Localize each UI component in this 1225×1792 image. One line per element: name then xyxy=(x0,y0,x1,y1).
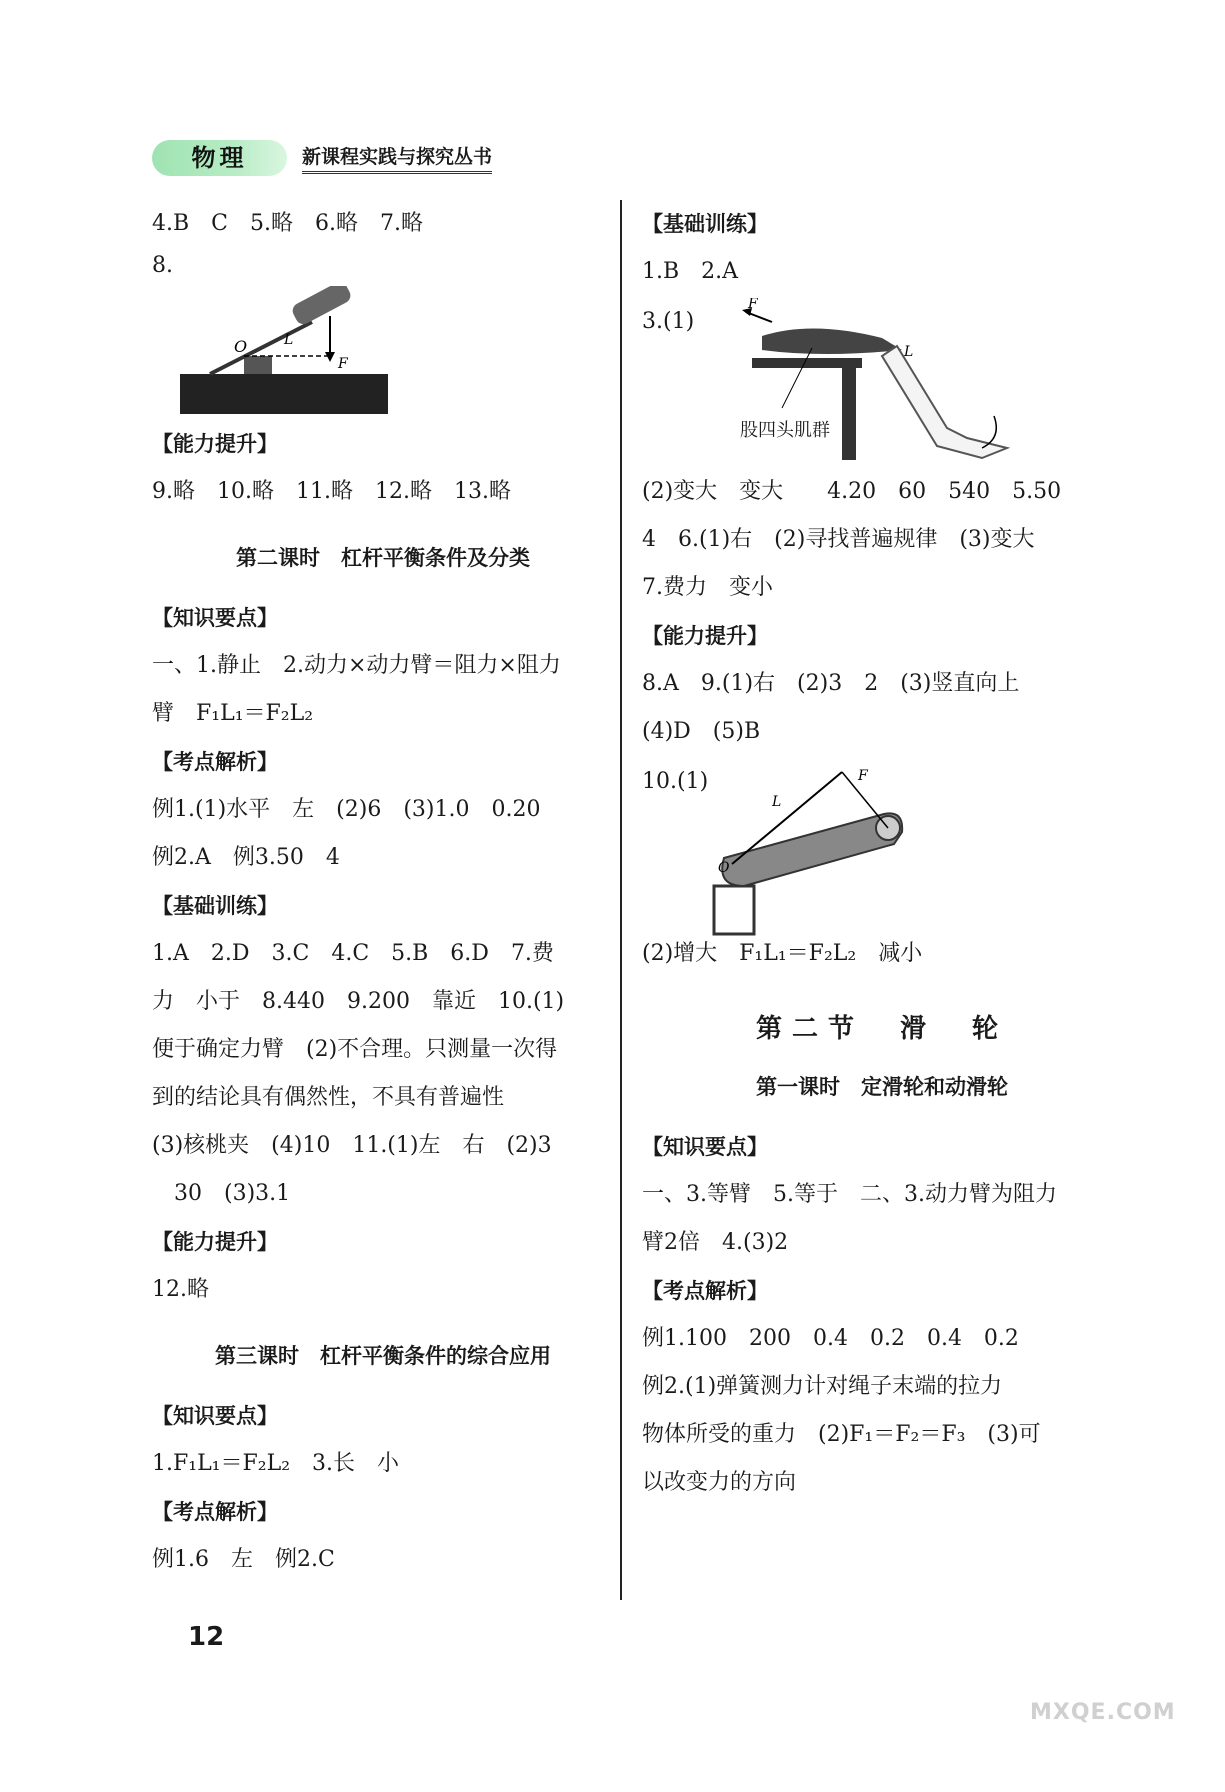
subject-badge: 物理 xyxy=(152,140,287,176)
lever-arm-diagram xyxy=(704,766,934,936)
answer-line: 臂 F₁L₁＝F₂L₂ xyxy=(152,701,314,726)
arm-label: L xyxy=(284,332,294,348)
bench-leg xyxy=(842,368,856,460)
page-number: 12 xyxy=(188,1622,225,1652)
answer-line: 4.B C 5.略 6.略 7.略 xyxy=(152,211,423,236)
answer-line: 以改变力的方向 xyxy=(642,1470,797,1495)
answer-line: (3)核桃夹 (4)10 11.(1)左 右 (2)3 xyxy=(152,1133,552,1158)
answer-line: 例1.100 200 0.4 0.2 0.4 0.2 xyxy=(642,1326,1019,1351)
hand xyxy=(290,286,353,327)
force-label: F xyxy=(858,768,868,784)
pivot-label: O xyxy=(718,860,730,876)
heading-zhishi: 【知识要点】 xyxy=(642,1135,768,1159)
answer-line: 12.略 xyxy=(152,1277,209,1302)
lesson-title: 第二课时 杠杆平衡条件及分类 xyxy=(236,546,530,570)
left-column xyxy=(152,200,614,1584)
column-divider xyxy=(620,200,622,1600)
thigh xyxy=(762,328,902,354)
answer-line: (2)变大 变大 4.20 60 540 5.50 xyxy=(642,479,1062,504)
heading-jichu: 【基础训练】 xyxy=(642,212,768,236)
lower-leg xyxy=(882,346,1007,458)
figure-caption: 股四头肌群 xyxy=(740,420,830,441)
answer-line: (4)D (5)B xyxy=(642,719,761,744)
answer-line: 8. xyxy=(152,253,173,278)
heading-kaodian: 【考点解析】 xyxy=(152,750,278,774)
pivot-label: O xyxy=(234,337,248,356)
answer-line: 臂2倍 4.(3)2 xyxy=(642,1230,789,1255)
stool xyxy=(714,886,754,934)
section-title: 第二节 滑 轮 xyxy=(755,1014,1008,1044)
force-label: F xyxy=(748,298,758,312)
caption-leader xyxy=(782,348,812,408)
answer-line: 9.略 10.略 11.略 12.略 13.略 xyxy=(152,479,511,504)
lesson-title: 第三课时 杠杆平衡条件的综合应用 xyxy=(215,1344,551,1368)
answer-line: (2)增大 F₁L₁＝F₂L₂ 减小 xyxy=(642,941,923,966)
answer-line: 30 (3)3.1 xyxy=(174,1181,291,1206)
answer-line: 例2.(1)弹簧测力计对绳子末端的拉力 xyxy=(642,1374,1003,1399)
heading-zhishi: 【知识要点】 xyxy=(152,1404,278,1428)
heading-nengli: 【能力提升】 xyxy=(152,1230,278,1254)
answer-line: 1.B 2.A xyxy=(642,259,739,284)
answer-line: 例1.6 左 例2.C xyxy=(152,1547,335,1572)
series-title: 新课程实践与探究丛书 xyxy=(302,142,492,174)
answer-line: 1.A 2.D 3.C 4.C 5.B 6.D 7.费 xyxy=(152,941,554,966)
watermark: MXQE.COM xyxy=(1030,1700,1176,1725)
force-label: F xyxy=(338,356,348,372)
answer-line: 8.A 9.(1)右 (2)3 2 (3)竖直向上 xyxy=(642,671,1020,696)
lesson-title: 第一课时 定滑轮和动滑轮 xyxy=(756,1075,1008,1099)
answer-line: 便于确定力臂 (2)不合理。只测量一次得 xyxy=(152,1037,558,1062)
answer-line: 物体所受的重力 (2)F₁＝F₂＝F₃ (3)可 xyxy=(642,1422,1041,1447)
support-block xyxy=(244,356,272,374)
answer-line: 1.F₁L₁＝F₂L₂ 3.长 小 xyxy=(152,1451,400,1476)
answer-line: 力 小于 8.440 9.200 靠近 10.(1) xyxy=(152,989,565,1014)
answer-line: 4 6.(1)右 (2)寻找普遍规律 (3)变大 xyxy=(642,527,1035,552)
force-arrow xyxy=(325,352,335,362)
heading-nengli: 【能力提升】 xyxy=(642,624,768,648)
ground-block xyxy=(180,374,388,414)
leg-figure-3 xyxy=(642,298,1122,466)
answer-line: 一、3.等臂 5.等于 二、3.动力臂为阻力 xyxy=(642,1182,1057,1207)
heading-kaodian: 【考点解析】 xyxy=(152,1500,278,1524)
heading-kaodian: 【考点解析】 xyxy=(642,1279,768,1303)
answer-line: 例2.A 例3.50 4 xyxy=(152,845,340,870)
answer-line: 7.费力 变小 xyxy=(642,575,773,600)
answer-line: 一、1.静止 2.动力×动力臂＝阻力×阻力 xyxy=(152,653,561,678)
arm-label: L xyxy=(904,344,914,360)
answer-line: 10.(1) xyxy=(642,769,709,794)
answer-line: 3.(1) xyxy=(642,309,695,334)
arm-label: L xyxy=(772,794,782,810)
answer-line: 例1.(1)水平 左 (2)6 (3)1.0 0.20 xyxy=(152,797,541,822)
page-header xyxy=(152,138,512,178)
heading-zhishi: 【知识要点】 xyxy=(152,606,278,630)
right-column xyxy=(642,200,1122,1507)
heading-jichu: 【基础训练】 xyxy=(152,894,278,918)
crowbar-diagram xyxy=(152,286,392,418)
answer-line: 到的结论具有偶然性，不具有普遍性 xyxy=(152,1085,505,1110)
lever-figure-8 xyxy=(152,286,614,418)
bench-top xyxy=(752,358,862,368)
heading-nengli: 【能力提升】 xyxy=(152,432,278,456)
nutcracker-figure-10 xyxy=(642,758,1122,928)
